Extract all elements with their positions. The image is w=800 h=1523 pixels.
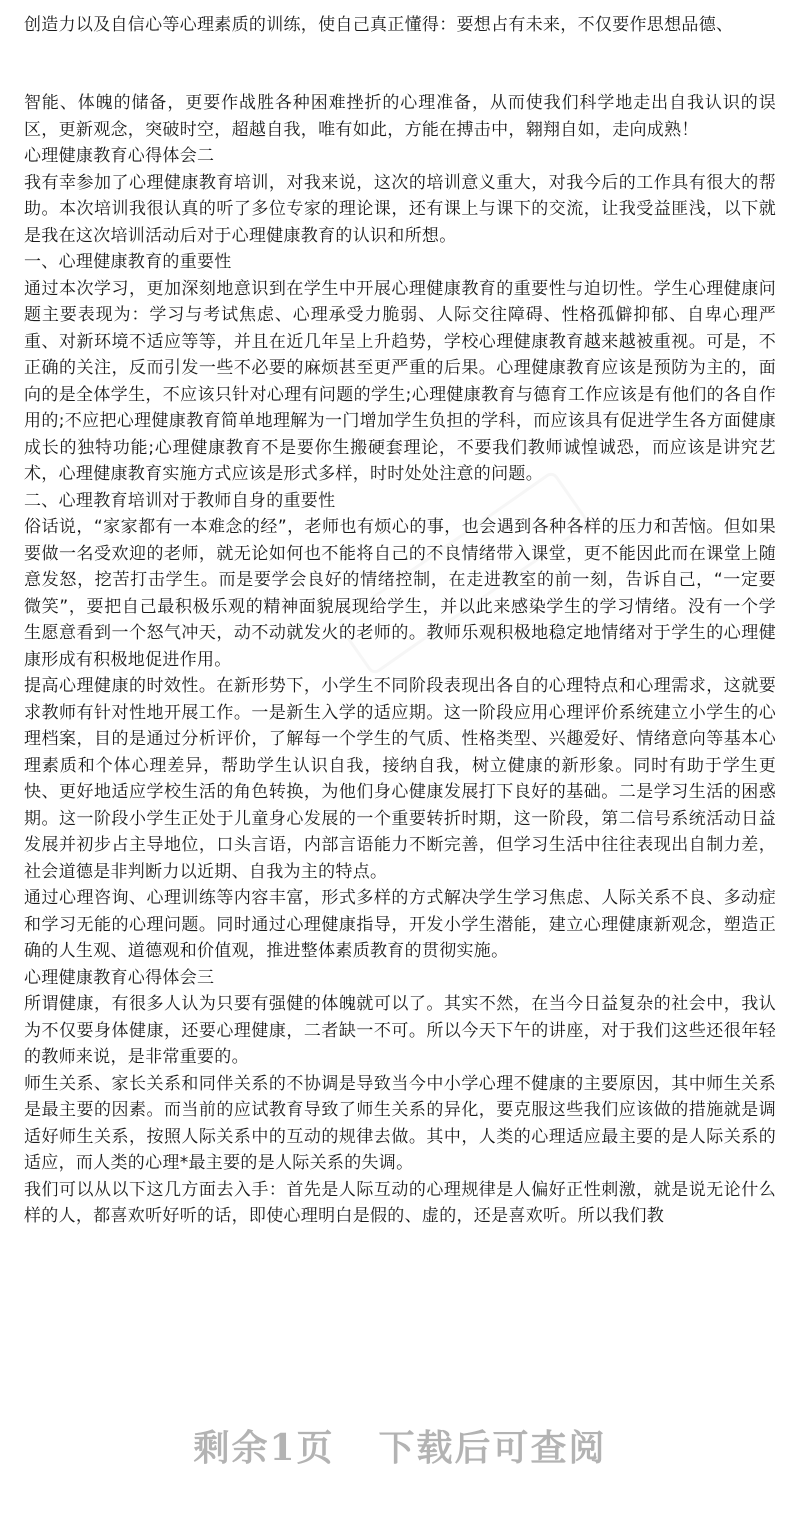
paragraph: 师生关系、家长关系和同伴关系的不协调是导致当今中小学心理不健康的主要原因，其中师生关系是最主要的因素。而当前的应试教育导致了师生关系的异化，要克服这些我们应该做的措施就是调适好师生关系，按照人际关系中的互动的规律去做。其中，人类的心理适应最主要的是人际关系的适应，而人类的心理*最主要的是人际关系的失调。 bbox=[24, 1073, 776, 1173]
section-heading: 心理健康教育心得体会二 bbox=[24, 146, 215, 166]
paragraph: 通过心理咨询、心理训练等内容丰富，形式多样的方式解决学生学习焦虑、人际关系不良、多动症和学习无能的心理问题。同时通过心理健康指导，开发小学生潜能，建立心理健康新观念，塑造正确的人生观、道德观和价值观，推进整体素质教育的贯彻实施。 bbox=[24, 888, 776, 961]
top-fragment bbox=[24, 12, 776, 39]
paragraph: 提高心理健康的时效性。在新形势下，小学生不同阶段表现出各自的心理特点和心理需求，这就要求教师有针对性地开展工作。一是新生入学的适应期。这一阶段应用心理评价系统建立小学生的心理档案，目的是通过分析评价，了解每一个学生的气质、性格类型、兴趣爱好、情绪意向等基本心理素质和个体心理差异，帮助学生认识自我，接纳自我，树立健康的新形象。同时有助于学生更快、更好地适应学校生活的角色转换，为他们身心健康发展打下良好的基础。二是学习生活的困惑期。这一阶段小学生正处于儿童身心发展的一个重要转折时期，这一阶段，第二信号系统活动日益发展并初步占主导地位，口头言语，内部言语能力不断完善，但学习生活中往往表现出自制力差，社会道德是非判断力以近期、自我为主的特点。 bbox=[24, 676, 776, 882]
section-heading: 一、心理健康教育的重要性 bbox=[24, 252, 232, 272]
document-body bbox=[24, 90, 776, 1230]
cut-off-line bbox=[24, 0, 776, 10]
section-heading: 心理健康教育心得体会三 bbox=[24, 967, 215, 988]
paragraph: 创造力以及自信心等心理素质的训练，使自己真正懂得：要想占有未来，不仅要作思想品德、 bbox=[24, 15, 734, 35]
paragraph: 所谓健康，有很多人认为只要有强健的体魄就可以了。其实不然，在当今日益复杂的社会中，我认为不仅要身体健康，还要心理健康，二者缺一不可。所以今天下午的讲座，对于我们这些还很年轻的教师来说，是非常重要的。 bbox=[24, 994, 776, 1067]
section-heading: 二、心理教育培训对于教师自身的重要性 bbox=[24, 490, 336, 511]
paragraph: 智能、体魄的储备，更要作战胜各种困难挫折的心理准备，从而使我们科学地走出自我认识的误区，更新观念，突破时空，超越自我，唯有如此，方能在搏击中，翱翔自如，走向成熟！ bbox=[24, 93, 776, 140]
remaining-pages-label: 剩余1页 bbox=[193, 1427, 335, 1469]
download-to-view-label[interactable]: 下载后可查阅 bbox=[378, 1427, 607, 1469]
paragraph: 俗话说，“家家都有一本难念的经”，老师也有烦心的事，也会遇到各种各样的压力和苦恼。但如果要做一名受欢迎的老师，就无论如何也不能将自己的不良情绪带入课堂，更不能因此而在课堂上随意发怒，挖苦打击学生。而是要学会良好的情绪控制，在走进教室的前一刻，告诉自己，“一定要微笑”，要把自己最积极乐观的精神面貌展现给学生，并以此来感染学生的学习情绪。没有一个学生愿意看到一个怒气冲天，动不动就发火的老师的。教师乐观积极地稳定地情绪对于学生的心理健康形成有积极地促进作用。 bbox=[24, 517, 776, 670]
paragraph: 我有幸参加了心理健康教育培训，对我来说，这次的培训意义重大，对我今后的工作具有很大的帮助。本次培训我很认真的听了多位专家的理论课，还有课上与课下的交流，让我受益匪浅，以下就是我在这次培训活动后对于心理健康教育的认识和所想。 bbox=[24, 172, 776, 246]
paragraph: 我们可以从以下这几方面去入手：首先是人际互动的心理规律是人偏好正性刺激，就是说无论什么样的人，都喜欢听好听的话，即使心理明白是假的、虚的，还是喜欢听。所以我们教 bbox=[24, 1179, 776, 1226]
preview-footer bbox=[0, 1420, 800, 1471]
paragraph: 通过本次学习，更加深刻地意识到在学生中开展心理健康教育的重要性与迫切性。学生心理健康问题主要表现为：学习与考试焦虑、心理承受力脆弱、人际交往障碍、性格孤僻抑郁、自卑心理严重、对新环境不适应等等，并且在近几年呈上升趋势，学校心理健康教育越来越被重视。可是，不正确的关注，反而引发一些不必要的麻烦甚至更严重的后果。心理健康教育应该是预防为主的，面向的是全体学生，不应该只针对心理有问题的学生;心理健康教育与德育工作应该是有他们的各自作用的;不应把心理健康教育简单地理解为一门增加学生负担的学科，而应该具有促进学生各方面健康成长的独特功能;心理健康教育不是要你生搬硬套理论，不要我们教师诚惶诚恐，而应该是讲究艺术，心理健康教育实施方式应该是形式多样，时时处处注意的问题。 bbox=[24, 278, 776, 484]
